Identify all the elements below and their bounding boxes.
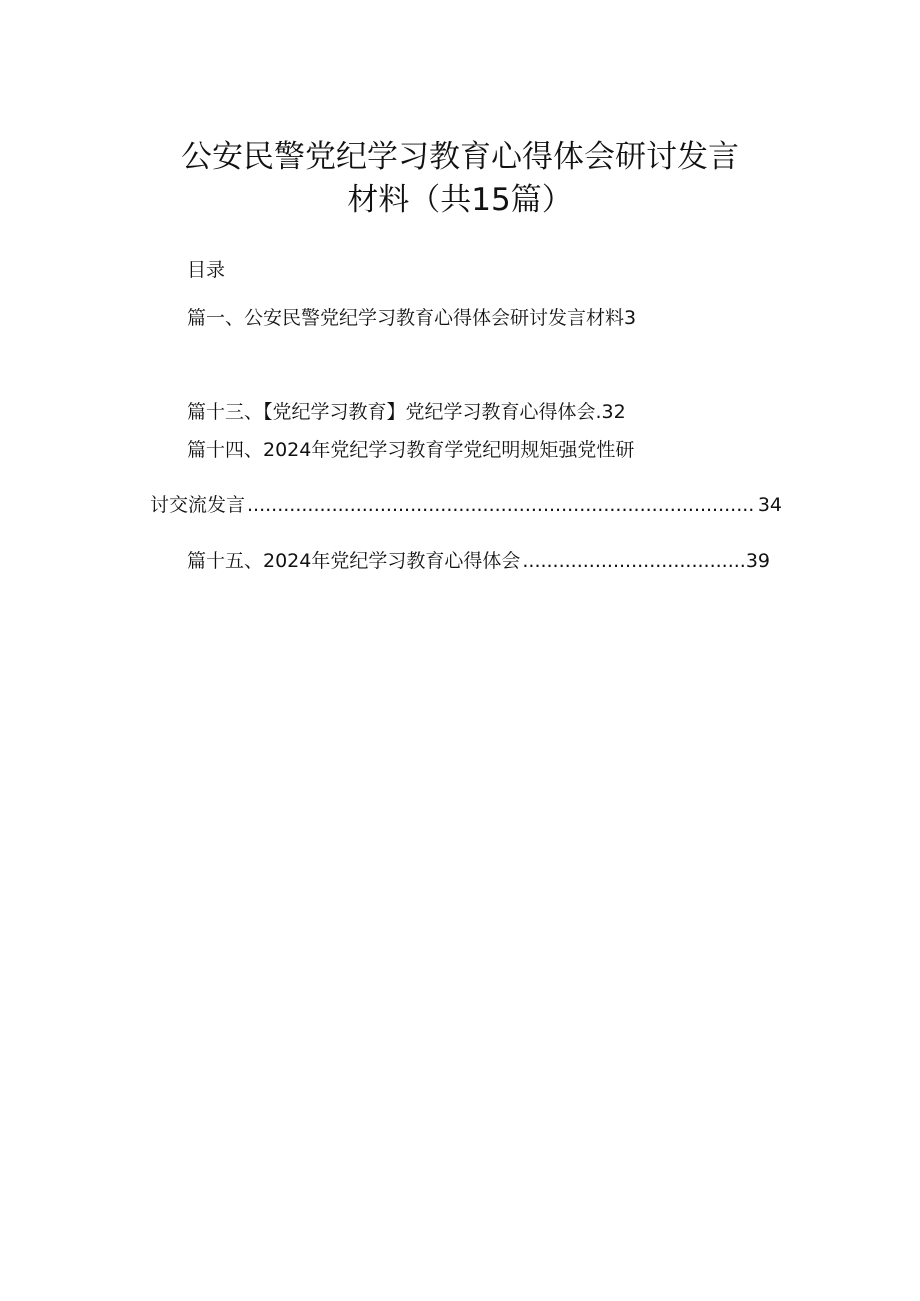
toc-entry-13[interactable]: 篇十三、【党纪学习教育】党纪学习教育心得体会.32: [187, 401, 626, 423]
toc-entry-14[interactable]: 篇十四、2024年党纪学习教育学党纪明规矩强党性研: [187, 439, 635, 461]
toc-heading: 目录: [187, 259, 226, 281]
document-title-line-1: 公安民警党纪学习教育心得体会研讨发言: [181, 139, 739, 175]
toc-entry-1[interactable]: 篇一、公安民警党纪学习教育心得体会研讨发言材料3: [187, 307, 637, 329]
toc-entry-15[interactable]: [187, 547, 770, 575]
toc-page-number: 34: [757, 494, 782, 516]
toc-dot-leader: [247, 491, 756, 519]
toc-entry-14-continuation-text: 讨交流发言: [150, 494, 246, 516]
toc-dot-leader: [522, 547, 743, 575]
toc-entry-14-continuation[interactable]: [150, 491, 782, 519]
document-title-line-2: 材料（共15篇）: [347, 182, 573, 218]
toc-page-number: 39: [745, 550, 770, 572]
toc-entry-15-text: 篇十五、2024年党纪学习教育心得体会: [187, 550, 521, 572]
